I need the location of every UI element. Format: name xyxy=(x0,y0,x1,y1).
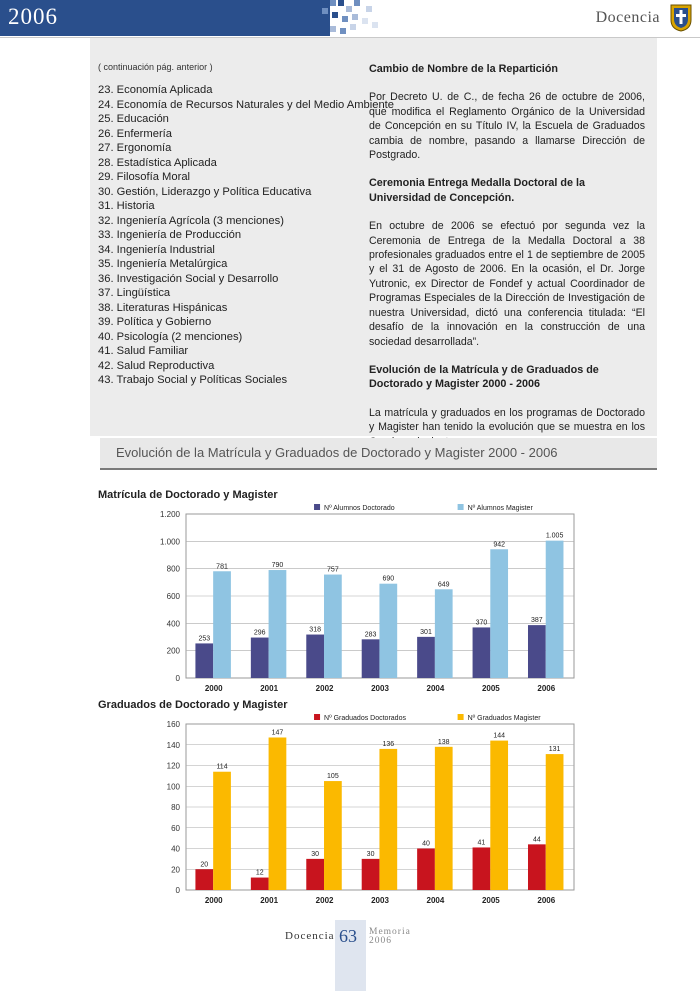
bar-magister xyxy=(546,754,564,890)
continuation-note: ( continuación pág. anterior ) xyxy=(98,62,213,72)
bar-doctorado xyxy=(417,637,435,678)
bar-magister xyxy=(435,589,453,678)
y-tick-label: 60 xyxy=(171,823,180,833)
data-label: 790 xyxy=(271,562,284,570)
paragraph-evolution: La matrícula y graduados en los programas de Doctorado y Magister han tenido la evolución que se muestra en los xyxy=(369,406,645,434)
y-tick-label: 80 xyxy=(171,803,180,812)
left-column xyxy=(98,62,395,388)
bar-doctorado xyxy=(195,869,213,890)
data-label: 649 xyxy=(437,581,450,589)
legend-label: Nº Graduados Doctorados xyxy=(324,715,406,722)
data-label: 41 xyxy=(477,839,486,847)
program-list-item: 30. Gestión, Liderazgo y Política Educativa xyxy=(98,185,312,198)
x-tick-label: 2003 xyxy=(371,896,389,905)
program-list-item: 23. Economía Aplicada xyxy=(98,84,213,96)
footer-memoria-label: Memoria xyxy=(369,927,411,937)
chart-title-enrollment: Matrícula de Doctorado y Magister xyxy=(98,489,278,501)
program-list-item: 43. Trabajo Social y Políticas Sociales xyxy=(98,374,288,386)
x-tick-label: 2001 xyxy=(260,896,279,905)
bar-doctorado xyxy=(362,639,380,678)
data-label: 781 xyxy=(216,563,228,571)
graduates-chart xyxy=(150,712,580,910)
x-tick-label: 2006 xyxy=(537,896,556,905)
data-label: 318 xyxy=(309,626,321,634)
data-label: 20 xyxy=(200,861,209,869)
x-tick-label: 2004 xyxy=(426,684,445,693)
paragraph-medal-ceremony: En octubre de 2006 se efectuó por segunda vez la Ceremonia de Entrega de la Medalla Doctoral a 38 profesionales graduados entre el 1 de septiembre de 2005 y el 31 de Agosto de 2006. En la ocasión, el Dr. Jorge Yutronic, ex Director de Fondef y actual Coordinador de Programas Especiales de la Dirección de Investigación de nuestra Universidad, dictó una conferencia titulada: “El desafío de la innovación en la construcción de una sociedad desarrollada”. xyxy=(369,220,645,348)
y-tick-label: 400 xyxy=(166,619,180,629)
bar-doctorado xyxy=(528,625,546,678)
y-tick-label: 600 xyxy=(166,592,180,601)
university-crest-icon xyxy=(670,4,692,32)
bar-magister xyxy=(324,781,342,890)
y-tick-label: 200 xyxy=(166,646,180,656)
enrollment-chart xyxy=(150,502,580,698)
footer-memoria xyxy=(369,928,411,946)
y-tick-label: 40 xyxy=(171,844,180,854)
bar-magister xyxy=(269,570,287,678)
paragraph-name-change: Por Decreto U. de C., de fecha 26 de octubre de 2006, que modifica el Reglamento Orgánico de la Universidad de Concepción en su Título IV, la Escuela de Graduados cambia de nombre, pasando a llamarse Dirección de Postgrado. xyxy=(369,91,645,162)
bar-doctorado xyxy=(362,859,380,890)
header-section-title: Docencia xyxy=(595,9,660,26)
y-tick-label: 1.200 xyxy=(159,510,180,519)
program-list-item: 41. Salud Familiar xyxy=(98,345,189,357)
data-label: 40 xyxy=(422,840,430,848)
y-tick-label: 0 xyxy=(175,674,180,683)
bar-magister xyxy=(213,772,231,890)
data-label: 296 xyxy=(253,629,266,637)
x-tick-label: 2006 xyxy=(537,684,556,693)
bar-magister xyxy=(379,749,397,890)
y-tick-label: 140 xyxy=(166,740,180,750)
header-year: 2006 xyxy=(8,4,58,29)
data-label: 105 xyxy=(327,773,339,781)
program-list-item: 26. Enfermería xyxy=(98,127,172,140)
bar-doctorado xyxy=(473,627,491,678)
bar-magister xyxy=(490,549,508,678)
data-label: 1.005 xyxy=(545,532,564,540)
legend-label: Nº Alumnos Doctorado xyxy=(324,505,395,512)
legend-label: Nº Alumnos Magister xyxy=(467,505,533,512)
legend-swatch xyxy=(314,714,320,720)
data-label: 301 xyxy=(420,628,432,636)
y-tick-label: 1.000 xyxy=(159,537,180,547)
y-tick-label: 20 xyxy=(171,865,180,875)
data-label: 387 xyxy=(531,617,543,625)
footer-memoria-year: 2006 xyxy=(369,936,392,946)
bar-magister xyxy=(324,575,342,678)
legend-swatch xyxy=(458,504,464,510)
program-list-item: 37. Lingüística xyxy=(98,287,171,299)
bar-doctorado xyxy=(528,844,546,890)
bar-doctorado xyxy=(306,635,324,678)
section-title: Evolución de la Matrícula y Graduados de Doctorado y Magister 2000 - 2006 xyxy=(116,445,558,460)
bar-doctorado xyxy=(306,859,324,890)
x-tick-label: 2002 xyxy=(315,896,334,905)
data-label: 44 xyxy=(532,836,541,844)
bar-doctorado xyxy=(473,847,491,890)
bar-doctorado xyxy=(251,638,269,678)
x-tick-label: 2000 xyxy=(204,896,223,905)
legend-swatch xyxy=(314,504,320,510)
program-list-item: 25. Educación xyxy=(98,113,169,125)
program-list-item: 27. Ergonomía xyxy=(98,142,172,154)
program-list xyxy=(98,83,395,388)
legend-label: Nº Graduados Magister xyxy=(467,715,541,722)
right-column xyxy=(369,62,645,449)
data-label: 12 xyxy=(255,869,264,877)
program-list-item: 34. Ingeniería Industrial xyxy=(98,243,215,256)
heading-name-change: Cambio de Nombre de la Repartición xyxy=(369,63,558,75)
program-list-item: 31. Historia xyxy=(98,200,155,212)
data-label: 147 xyxy=(271,729,284,737)
data-label: 370 xyxy=(475,619,488,627)
data-label: 114 xyxy=(216,763,228,771)
bar-magister xyxy=(379,584,397,678)
program-list-item: 33. Ingeniería de Producción xyxy=(98,229,242,241)
x-tick-label: 2005 xyxy=(481,896,500,905)
data-label: 757 xyxy=(327,566,339,574)
x-tick-label: 2000 xyxy=(204,684,223,693)
program-list-item: 32. Ingeniería Agrícola (3 menciones) xyxy=(98,214,284,227)
data-label: 144 xyxy=(493,732,506,740)
chart-title-graduates: Graduados de Doctorado y Magister xyxy=(98,699,288,711)
page-header xyxy=(0,0,700,38)
y-tick-label: 160 xyxy=(166,720,180,729)
data-label: 30 xyxy=(311,850,320,858)
bar-magister xyxy=(269,737,287,890)
legend-swatch xyxy=(458,714,464,720)
x-tick-label: 2005 xyxy=(481,684,500,693)
x-tick-label: 2003 xyxy=(371,684,389,693)
footer-section-label: Docencia xyxy=(285,930,335,942)
y-tick-label: 0 xyxy=(175,886,180,895)
y-tick-label: 100 xyxy=(166,782,180,792)
bar-magister xyxy=(546,541,564,678)
data-label: 30 xyxy=(366,850,375,858)
program-list-item: 24. Economía de Recursos Naturales y del Medio Ambiente xyxy=(98,98,395,111)
data-label: 138 xyxy=(437,738,450,746)
program-list-item: 35. Ingeniería Metalúrgica xyxy=(98,258,228,270)
bar-doctorado xyxy=(251,878,269,890)
x-tick-label: 2004 xyxy=(426,896,445,905)
program-list-item: 36. Investigación Social y Desarrollo xyxy=(98,272,279,285)
heading-evolution: Evolución de la Matrícula y de Graduados de Doctorado y Magister 2000 - 2006 xyxy=(369,363,599,391)
data-label: 131 xyxy=(548,746,561,754)
bar-magister xyxy=(213,571,231,678)
footer-page-tab xyxy=(335,920,366,991)
program-list-item: 42. Salud Reproductiva xyxy=(98,359,215,372)
data-label: 690 xyxy=(382,575,395,583)
bar-doctorado xyxy=(195,643,213,678)
y-tick-label: 120 xyxy=(166,761,180,771)
heading-medal-ceremony: Ceremonia Entrega Medalla Doctoral de la Universidad de Concepción. xyxy=(369,177,586,204)
page-number: 63 xyxy=(339,926,357,946)
section-title-bar xyxy=(100,438,657,470)
data-label: 136 xyxy=(382,740,395,748)
bar-doctorado xyxy=(417,849,435,891)
x-tick-label: 2002 xyxy=(315,684,334,693)
data-label: 283 xyxy=(364,631,377,639)
y-tick-label: 800 xyxy=(166,564,180,574)
x-tick-label: 2001 xyxy=(260,684,279,693)
bar-magister xyxy=(490,741,508,890)
program-list-item: 40. Psicología (2 menciones) xyxy=(98,330,243,343)
header-pixel-pattern xyxy=(322,0,382,38)
data-label: 253 xyxy=(198,635,211,643)
program-list-item: 38. Literaturas Hispánicas xyxy=(98,301,228,314)
header-band xyxy=(0,0,330,36)
program-list-item: 39. Política y Gobierno xyxy=(98,316,212,328)
data-label: 942 xyxy=(493,541,506,549)
program-list-item: 29. Filosofía Moral xyxy=(98,171,191,183)
program-list-item: 28. Estadística Aplicada xyxy=(98,156,217,169)
bar-magister xyxy=(435,747,453,890)
